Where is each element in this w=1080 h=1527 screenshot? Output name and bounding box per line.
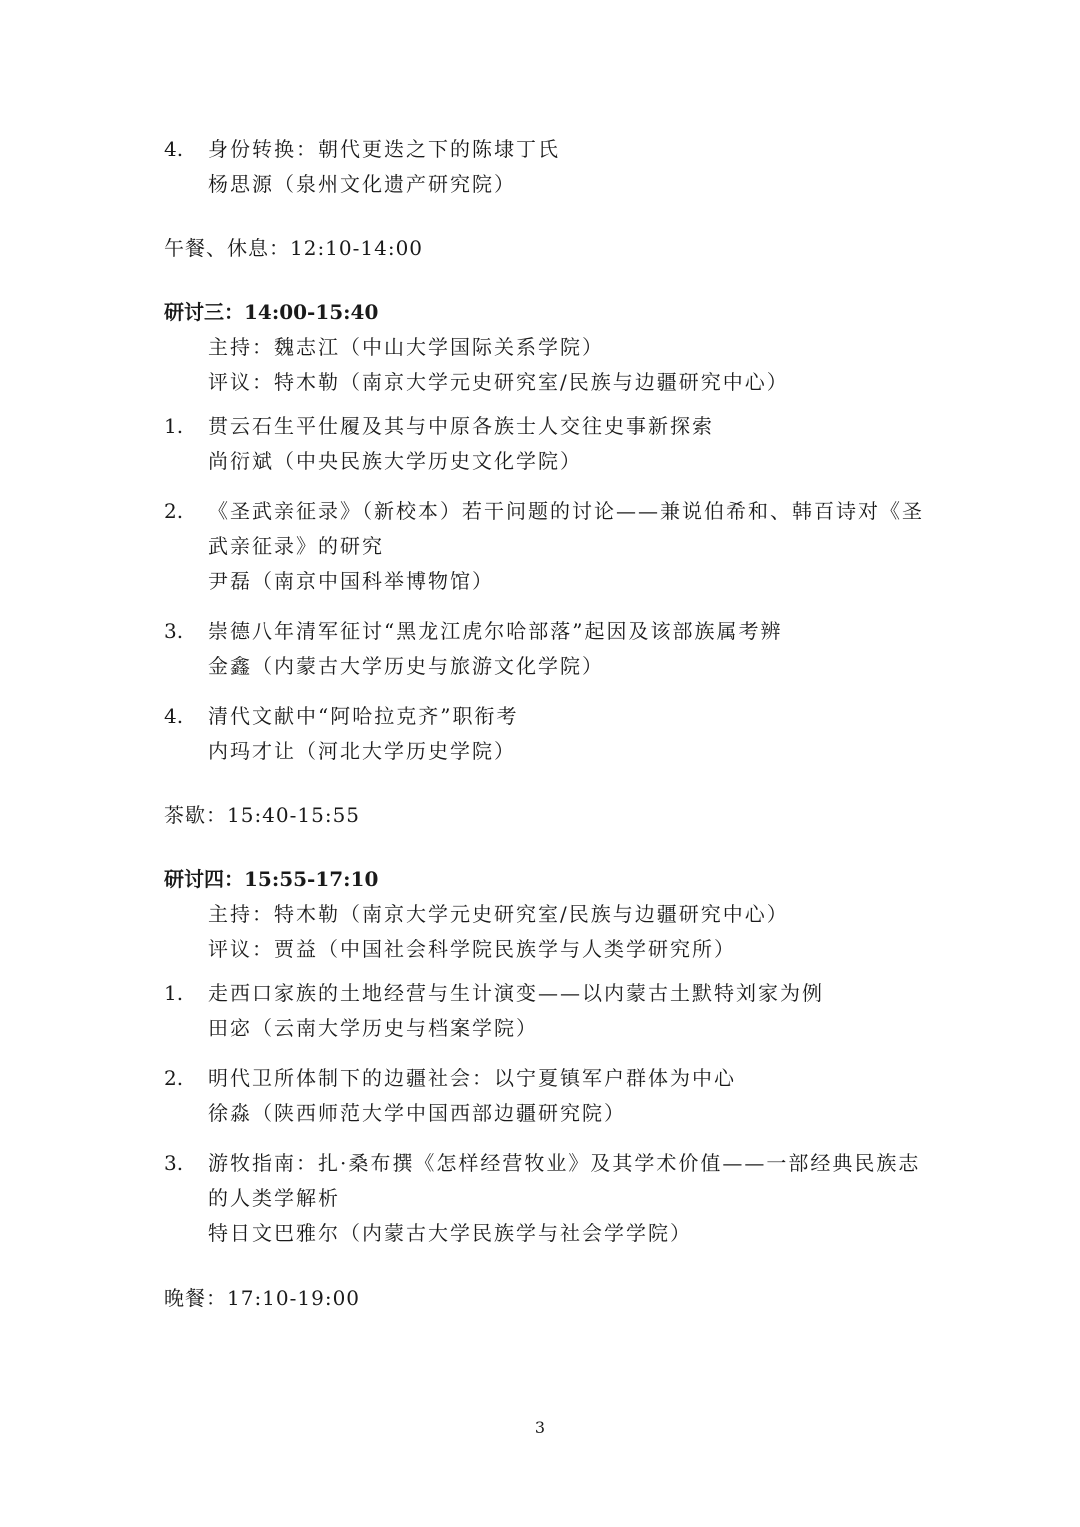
item-number: 1. — [164, 414, 184, 438]
tea-break: 茶歇：15:40-15:55 — [164, 803, 361, 827]
paper-title-continued: 的人类学解析 — [208, 1186, 340, 1210]
paper-author: 杨思源（泉州文化遗产研究院） — [208, 172, 516, 196]
session-heading: 研讨四：15:55-17:10 — [164, 867, 379, 891]
paper-author: 金鑫（内蒙古大学历史与旅游文化学院） — [208, 654, 604, 678]
session-chair: 主持：魏志江（中山大学国际关系学院） — [208, 335, 604, 359]
paper-title: 走西口家族的土地经营与生计演变——以内蒙古土默特刘家为例 — [208, 981, 824, 1005]
paper-title: 游牧指南：扎·桑布撰《怎样经营牧业》及其学术价值——一部经典民族志 — [208, 1151, 921, 1175]
paper-author: 内玛才让（河北大学历史学院） — [208, 739, 516, 763]
paper-author: 徐淼（陕西师范大学中国西部边疆研究院） — [208, 1101, 626, 1125]
page-number: 3 — [534, 1418, 546, 1437]
paper-title: 身份转换：朝代更迭之下的陈埭丁氏 — [208, 137, 560, 161]
item-number: 2. — [164, 499, 184, 523]
paper-title: 清代文献中“阿哈拉克齐”职衔考 — [208, 704, 519, 728]
session-chair: 主持：特木勒（南京大学元史研究室/民族与边疆研究中心） — [208, 902, 789, 926]
paper-title-continued: 武亲征录》的研究 — [208, 534, 384, 558]
lunch-break: 午餐、休息：12:10-14:00 — [164, 236, 424, 260]
paper-title: 《圣武亲征录》（新校本）若干问题的讨论——兼说伯希和、韩百诗对《圣 — [208, 499, 924, 523]
paper-author: 尚衍斌（中央民族大学历史文化学院） — [208, 449, 582, 473]
item-number: 4. — [164, 137, 184, 161]
item-number: 4. — [164, 704, 184, 728]
session-discussant: 评议：特木勒（南京大学元史研究室/民族与边疆研究中心） — [208, 370, 789, 394]
item-number: 1. — [164, 981, 184, 1005]
session-heading: 研讨三：14:00-15:40 — [164, 300, 379, 324]
session-discussant: 评议：贾益（中国社会科学院民族学与人类学研究所） — [208, 937, 736, 961]
item-number: 3. — [164, 619, 184, 643]
item-number: 3. — [164, 1151, 184, 1175]
paper-author: 尹磊（南京中国科举博物馆） — [208, 569, 494, 593]
paper-title: 崇德八年清军征讨“黑龙江虎尔哈部落”起因及该部族属考辨 — [208, 619, 783, 643]
paper-title: 贯云石生平仕履及其与中原各族士人交往史事新探索 — [208, 414, 714, 438]
dinner-break: 晚餐：17:10-19:00 — [164, 1286, 361, 1310]
paper-author: 田宓（云南大学历史与档案学院） — [208, 1016, 538, 1040]
paper-author: 特日文巴雅尔（内蒙古大学民族学与社会学学院） — [208, 1221, 692, 1245]
paper-title: 明代卫所体制下的边疆社会：以宁夏镇军户群体为中心 — [208, 1066, 736, 1090]
item-number: 2. — [164, 1066, 184, 1090]
